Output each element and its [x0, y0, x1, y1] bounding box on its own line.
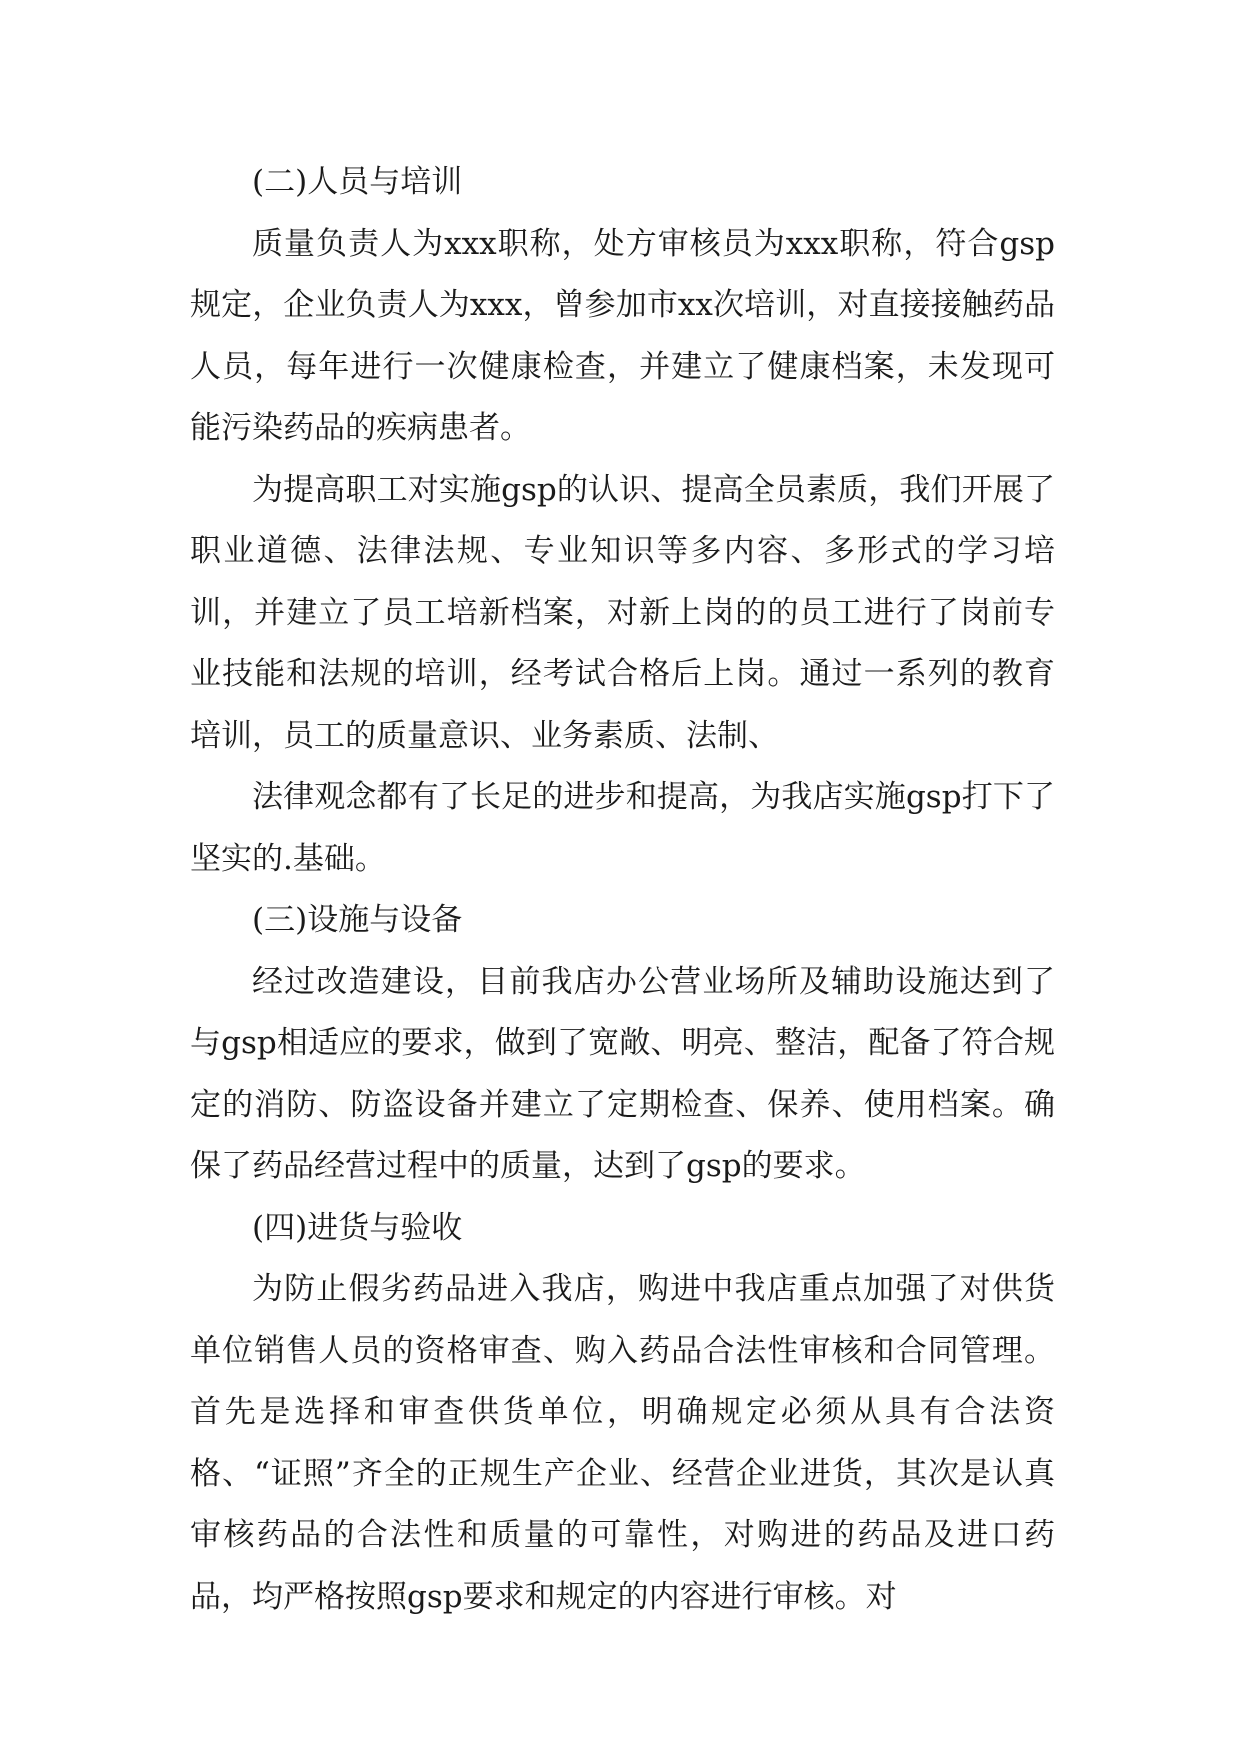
document-page [190, 152, 1055, 1628]
section-heading-purchase-acceptance: (四)进货与验收 [252, 1209, 463, 1246]
paragraph-purchase-review: 为防止假劣药品进入我店，购进中我店重点加强了对供货单位销售人员的资格审查、购入药品合法性审核和合同管理。首先是选择和审查供货单位，明确规定必须从具有合法资格、“证照”齐全的正规生产企业、经营企业进货，其次是认真审核药品的合法性和质量的可靠性，对购进的药品及进口药品，均严格按照gsp要求和规定的内容进行审核。对 [190, 1271, 1055, 1615]
section-heading-facilities-equipment: (三)设施与设备 [252, 902, 463, 938]
paragraph-quality-personnel: 质量负责人为xxx职称，处方审核员为xxx职称，符合gsp规定，企业负责人为xxx，曾参加市xx次培训，对直接接触药品人员，每年进行一次健康检查，并建立了健康档案，未发现可能污染药品的疾病患者。 [190, 225, 1055, 446]
paragraph-training-program: 为提高职工对实施gsp的认识、提高全员素质，我们开展了职业道德、法律法规、专业知识等多内容、多形式的学习培训，并建立了员工培新档案，对新上岗的的员工进行了岗前专业技能和法规的培训，经考试合格后上岗。通过一系列的教育培训，员工的质量意识、业务素质、法制、 [190, 471, 1055, 754]
section-heading-personnel-training: (二)人员与培训 [252, 164, 463, 200]
paragraph-facilities: 经过改造建设，目前我店办公营业场所及辅助设施达到了与gsp相适应的要求，做到了宽敞、明亮、整洁，配备了符合规定的消防、防盗设备并建立了定期检查、保养、使用档案。确保了药品经营过程中的质量，达到了gsp的要求。 [190, 963, 1055, 1184]
paragraph-legal-awareness: 法律观念都有了长足的进步和提高，为我店实施gsp打下了坚实的.基础。 [190, 779, 1055, 877]
